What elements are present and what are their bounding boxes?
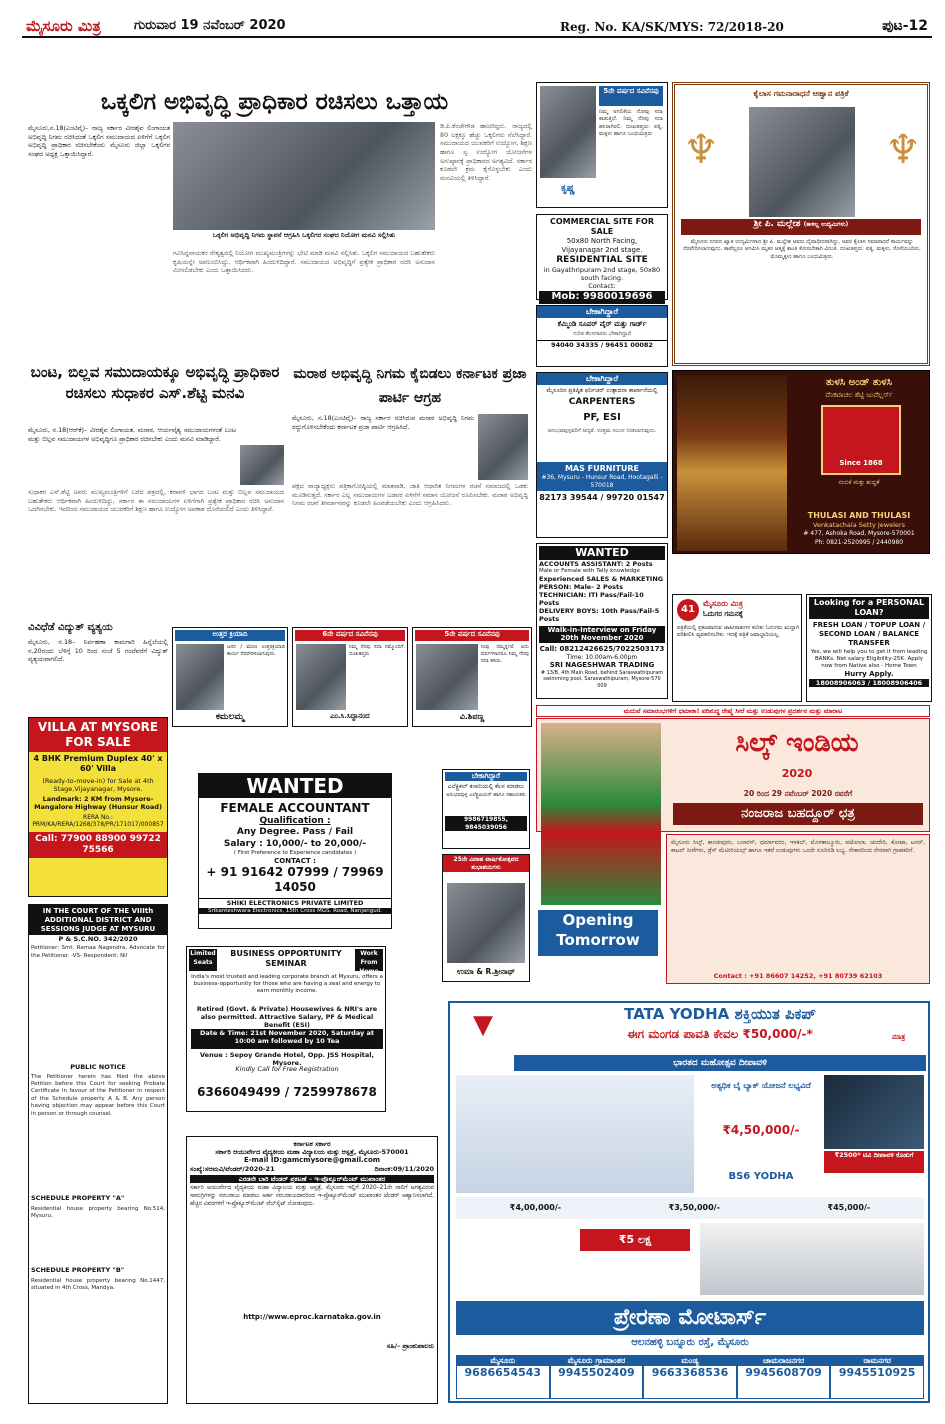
jewellery-photo [677,375,787,551]
silk-top-banner: ಮದುವೆ ಸಮಾರಂಭಗಳಿಗೆ ಧಮಾಕಾ! ಪರಿಶುದ್ಧ ರೇಷ್ಮೆ ಸೀರೆ ಮತ್ತು ಉಡುಪುಗಳ ಪ್ರದರ್ಶನ ಮತ್ತು ಮಾರಾಟ [536,705,930,717]
registration-number: Reg. No. KA/SK/MYS: 72/2018-20 [560,20,784,34]
accountant-degree: Any Degree. Pass / Fail [236,827,354,838]
story3-body: ಮೈಸೂರು, ನ.18(ಎಂಟಿವೈ)– ರಾಜ್ಯ ಸರ್ಕಾರ ರಚಿಸಿರುವ ಮರಾಠ ಅಭಿವೃದ್ಧಿ ನಿಗಮ ರದ್ದುಗೊಳಿಸಬೇಕೆಂದು ಕರ್ನಾಟಕ ಪ್ರಜಾ ಪಾರ್ಟಿ ಆಗ್ರಹಿಸಿದೆ. [292,414,474,431]
court-schedule-b-text: Residential house property bearing No.1447, situated in 4th Cross, Mandya. [31,1277,165,1292]
site-ad-line3: in Gayathripuram 2nd stage, 50x80 south facing. [543,265,661,282]
story4-headline: ವಿವಿಧೆಡೆ ವಿದ್ಯುತ್ ವ್ಯತ್ಯಯ [28,622,113,633]
branch-phone: 9945510925 [838,1366,916,1379]
couple-photo [447,883,525,963]
jewellers-logo [821,405,901,475]
wanted-ad-title: ಬೇಕಾಗಿದ್ದಾರೆ [537,306,667,318]
portrait-photo [540,86,596,178]
dealer-name: ಪ್ರೇರಣಾ ಮೋಟಾರ್ಸ್ [456,1301,924,1335]
tender-date: ದಿನಾಂಕ:09/11/2020 [374,1165,434,1173]
wanted-staff-l1: ACCOUNTS ASSISTANT: 2 Posts [539,559,653,568]
tata-lakh: ₹5 ಲಕ್ಷ [580,1229,690,1251]
carpenters-line: ಮೈಸೂರಿನ ಪ್ರತಿಷ್ಠಿತ ಫರ್ನಿಚರ್ ಉತ್ಪಾದನಾ ಕಾರ್ಖಾನೆಯಲ್ಲಿ [546,387,658,394]
story2-body-cont: ಸುಧಾಕರ ಎಸ್.ಶೆಟ್ಟಿ ಅವರು ಮುಖ್ಯಮಂತ್ರಿಗಳಿಗೆ ಬರೆದ ಪತ್ರದಲ್ಲಿ, ಕರಾವಳಿ ಭಾಗದ ಬಂಟ ಮತ್ತು ಬಿಲ್ಲವ ಸಮುದಾಯದ ಬಹುತೇಕರು ಆರ್ಥಿಕವಾಗಿ ಹಿಂದುಳಿದಿದ್ದು, ಸರ್ಕಾರ ಈ ಸಮುದಾಯಗಳ ಏಳಿಗೆಗಾಗಿ ಪ್ರತ್ಯೇಕ ಪ್ರಾಧಿಕಾರ ರಚಿಸಿ ಅನುದಾನ ಒದಗಿಸಬೇಕು. ಇದರಿಂದ ಸಮುದಾಯದ ಯುವಕರಿಗೆ ಶಿಕ್ಷಣ ಹಾಗೂ ಉದ್ಯೋಗ ಅವಕಾಶ ದೊರೆಯಲಿದೆ ಎಂದು ತಿಳಿಸಿದ್ದಾರೆ. [28,488,284,514]
carpenters-title: ಬೇಕಾಗಿದ್ದಾರೆ [537,373,667,385]
obituary-text: ನಿಮ್ಮ ಅಗಲಿಕೆಯ ನೋವು ಸದಾ ಕಾಡುತ್ತಿದೆ. ನಿಮ್ಮ ನೆನಪು ಸದಾ ಹಸಿರಾಗಿರಲಿ. ದುಃಖತಪ್ತರು: ಪತ್ನಿ, ಮಕ್ಕಳು ಹಾಗೂ ಬಂಧುಮಿತ್ರರು [599,109,663,138]
site-ad-contact: Contact: [588,282,616,290]
accountant-brand: SHIKI ELECTRONICS PRIVATE LIMITED [199,898,391,907]
carpenters-phones: 82173 39544 / 99720 01547 [539,493,665,503]
tata-festive: ಭಾರತದ ಮಹೋತ್ಸವ ದೀಪಾವಳಿ [514,1055,926,1071]
tata-yodha-ad [448,1001,930,1403]
jewellers-title: ತುಳಸಿ ಅಂಡ್ ತುಳಸಿ [825,377,893,388]
court-parties: Petitioner: Smt. Ramaa Nagendra, Advocate for the Petitioner. -VS- Respondent: Nil [31,945,165,959]
portrait-photo [416,644,478,710]
branch-chamarajanagar [737,1355,831,1399]
portrait-photo [296,644,346,710]
villa-rera: RERA No.: PRM/KA/RERA/1268/378/PR/171017/000857 [32,813,164,828]
accountant-phones: + 91 91642 07999 / 79969 14050 [206,865,384,895]
seminar-date: Date & Time: 21st November 2020, Saturday at 10:00 am followed by 10 Tea [191,1029,383,1049]
tata-brand: TATA YODHA ಶಕ್ತಿಯುತ ಪಿಕಪ್ [624,1005,816,1023]
branch-city: ರಾಮನಗರ [831,1356,923,1366]
obituary-title: 5ನೇ ವರ್ಷದ ಸವಿನೆನಪು [599,86,663,106]
silk-products-text: ಮೈಸೂರು ಸಿಲ್ಕ್, ಕಾಂಚೀಪುರಂ, ಬನಾರಸ್, ಧರ್ಮಾವರಂ, ಇಳಕಲ್, ಮೊಳಕಾಲ್ಮೂರು, ಪಟೋಲಾ, ಚಂದೇರಿ, ಕೋಟಾ, ಟಸರ್, ಕಾಟನ್ ಸೀರೆಗಳು, ಡ್ರೆಸ್ ಮೆಟೀರಿಯಲ್ಸ್ ಹಾಗೂ ಇತರೆ ಉಡುಪುಗಳು ಒಂದೇ ಸೂರಿನಡಿ ಲಭ್ಯ. ನೇಕಾರರಿಂದ ನೇರವಾಗಿ ಗ್ರಾಹಕರಿಗೆ. [671,839,925,855]
seminar-retired: Retired (Govt. & Private) Housewives & NRI's are also permitted. Attractive Salary, PF & Medical Benefit (ESI) [196,1005,378,1030]
story4-body: ಮೈಸೂರು, ನ.18– ನಿರ್ವಹಣಾ ಕಾಮಗಾರಿ ಹಿನ್ನೆಲೆಯಲ್ಲಿ ನ.20ರಂದು ಬೆಳಿಗ್ಗೆ 10 ರಿಂದ ಸಂಜೆ 5 ಗಂಟೆವರೆಗೆ ವಿದ್ಯುತ್ ವ್ಯತ್ಯಯವಾಗಲಿದೆ. [28,638,168,664]
carpenters-company: MAS FURNITURE [564,464,640,474]
court-title: IN THE COURT OF THE VIIIth ADDITIONAL DISTRICT AND SESSIONS JUDGE AT MYSURU [29,905,167,935]
notice-body: ಪತ್ರಿಕೆಯಲ್ಲಿ ಪ್ರಕಟವಾಗುವ ಜಾಹೀರಾತುಗಳ ಕುರಿತು ಓದುಗರು ಖುದ್ದಾಗಿ ಪರಿಶೀಲಿಸಿ ವ್ಯವಹರಿಸಬೇಕು. ಇದಕ್ಕೆ ಪತ್ರಿಕೆ ಜವಾಬ್ದಾರಿಯಲ್ಲ. [677,625,799,639]
notice-subtitle: ಓದುಗರ ಗಮನಕ್ಕೆ [703,610,743,618]
notice-badge: 41 [677,599,699,621]
tata-bank: ಅತ್ಯಧಿಕ ಬೈ ಬ್ಯಾಕ್ ಯೋಜನೆ ಲಭ್ಯವಿದೆ [711,1081,811,1090]
branch-mysuru [456,1355,550,1399]
wanted-staff-company: SRI NAGESHWAR TRADING [549,661,655,670]
tata-price: ₹4,50,000/- [722,1123,800,1137]
accountant-role: FEMALE ACCOUNTANT [220,801,370,815]
branch-phone: 9945608709 [745,1366,822,1379]
silk-dates: 20 ರಿಂದ 29 ನವೆಂಬರ್ 2020 ರವರೆಗೆ [743,789,853,798]
tender-signature: ಸಹಿ/– ಪ್ರಾಂಶುಪಾಲರು [386,1342,434,1350]
site-ad-line1: 50x80 North Facing, [566,237,638,245]
tender-notice [186,1136,438,1404]
tender-email: E-mail ID:gamcmysore@gmail.com [243,1156,381,1165]
branch-city: ಮೈಸೂರು ಗ್ರಾಮಾಂತರ [551,1356,643,1366]
silk-year: 2020 [781,767,813,780]
wanted-ad-kemmindi [536,305,668,367]
wanted-staff-ad [536,543,668,699]
branch-ramanagara [830,1355,924,1399]
silk-brand: ಸಿಲ್ಕ್ ಇಂಡಿಯ [735,728,859,758]
story3-body-cont: ಪಕ್ಷದ ರಾಜ್ಯಾಧ್ಯಕ್ಷರು ಪತ್ರಿಕಾಗೋಷ್ಠಿಯಲ್ಲಿ ಮಾತನಾಡಿ, ಜಾತಿ ಆಧಾರಿತ ನಿಗಮಗಳ ರಚನೆ ಸಮಾಜದಲ್ಲಿ ಒಡಕು ಮೂಡಿಸುತ್ತದೆ. ಸರ್ಕಾರ ಎಲ್ಲ ಸಮುದಾಯಗಳ ಬಡವರ ಏಳಿಗೆಗೆ ಸಮಾನ ಯೋಜನೆ ರೂಪಿಸಬೇಕು. ಮರಾಠ ಅಭಿವೃದ್ಧಿ ನಿಗಮ ರಚನೆ ತೀರ್ಮಾನವನ್ನು ಕೂಡಲೇ ಹಿಂಪಡೆಯಬೇಕು ಎಂದು ಆಗ್ರಹಿಸಿದರು. [292,482,528,508]
site-ad-title: COMMERCIAL SITE FOR SALE [549,217,654,236]
obituary-name: ಕಮಲಮ್ಮ [215,712,245,722]
obituary-title: 6ನೇ ವರ್ಷದ ಸವಿನೆನಪು [295,630,405,641]
notice-title: ಮೈಸೂರು ಮಿತ್ರ [703,599,743,608]
court-body: The Petitioner herein has filed the above Petition before this Court for seeking Probate Certificate in favour of the Petitioner in respect of the Schedule property A & B. Any person having objection may appear before this Court in person or through counsel. [31,1073,165,1117]
tender-number: ಸಂಖ್ಯೆ:ಸಆಮವಿ/ಟೆಂಡರ್/2020-21 [190,1165,275,1173]
accountant-qualification: Qualification : [259,816,331,826]
site-ad-line2: Vijayanagar 2nd stage. [561,245,643,254]
branch-city: ಚಾಮರಾಜನಗರ [738,1356,830,1366]
jewellers-ad [672,370,930,554]
villa-sale-ad [28,717,168,897]
seminar-phones: 6366049499 / 7259978678 [197,1085,377,1099]
wanted-staff-time: Time: 10.00am-6.00pm [566,653,638,661]
anniversary-names: ಉಮಾ & R.ಶ್ರೀನಾಥ್ [457,967,515,976]
loan-desc: Yes, we will help you to get it from leading BANKs. Net salary Eligibility-25K. Apply now from Native also - Home Town [810,649,928,669]
obituary-title: 5ನೇ ವರ್ಷದ ಸವಿನೆನಪು [415,630,529,641]
electrician-phones: 9986719855, 9845039056 [445,816,527,831]
obituary-kamalamma [172,627,288,727]
seminar-wfh: Work From Home [355,949,383,971]
electrician-line: ಎಲೆಕ್ಟ್ರಿಕಲ್ ಕಂಪನಿಯಲ್ಲಿ ಕೆಲಸ ಮಾಡಲು [447,782,525,790]
villa-title: VILLA AT MYSORE FOR SALE [29,718,167,752]
wanted-ad-line: ಕೆಮ್ಮಿಂಡಿ ಸೂಪರ್ ವೈರ್ ಮತ್ತು ಗಾರ್ಡ್ [557,320,647,328]
page-header [22,16,932,38]
masthead: ಮೈಸೂರು ಮಿತ್ರ [26,17,101,35]
branch-phone: 9663368536 [651,1366,729,1379]
pickup-photo [700,1223,924,1295]
seminar-registration: Kindly Call for Free Registration [235,1065,339,1073]
wanted-ad-detail: ನುರಿತ ಕೆಲಸಗಾರರು ಬೇಕಾಗಿದ್ದಾರೆ [573,330,631,337]
jewellers-tagline: ನಂಬಿಕೆ ಮತ್ತು ಶುದ್ಧತೆ [838,479,880,486]
branch-mysuru-rural [550,1355,644,1399]
lead-body-col1: ಮೈಸೂರು,ನ.18(ಎಂಟಿವೈ)– ರಾಜ್ಯ ಸರ್ಕಾರ ವೀರಶೈವ ಲಿಂಗಾಯತ ಅಭಿವೃದ್ಧಿ ನಿಗಮ ರಚಿಸಿದಂತೆ ಒಕ್ಕಲಿಗ ಸಮುದಾಯದ ಏಳಿಗೆಗೆ ಒಕ್ಕಲಿಗ ಅಭಿವೃದ್ಧಿ ಪ್ರಾಧಿಕಾರ ರಚಿಸಬೇಕೆಂದು ಮೈಸೂರು ಜಿಲ್ಲಾ ಒಕ್ಕಲಿಗರ ಸಂಘದ ಅಧ್ಯಕ್ಷ ಒತ್ತಾಯಿಸಿದ್ದಾರೆ. [28,124,170,158]
obituary-name: ಕೃಷ್ಣ [561,183,575,194]
story3-headline: ಮರಾಠ ಅಭಿವೃದ್ಧಿ ನಿಗಮ ಕೈಬಿಡಲು ಕರ್ನಾಟಕ ಪ್ರಜಾ ಪಾರ್ಟಿ ಆಗ್ರಹ [293,366,527,406]
branch-city: ಮಂಡ್ಯ [644,1356,736,1366]
jewellers-name: THULASI AND THULASI [807,511,911,520]
carpenters-address: #36, Mysuru - Hunsur Road, Hootagalli - 570018 [541,474,663,489]
obituary-siddhananda [292,627,408,727]
prerana-logo-icon: ▼ [473,1010,493,1040]
business-seminar-ad [186,946,386,1112]
tata-bse: BS6 YODHA [728,1171,794,1182]
obituary-text: ನಿಮ್ಮ ನೆನಪು ಸದಾ ನಮ್ಮೊಂದಿಗೆ. ದುಃಖತಪ್ತರು [349,644,405,657]
personal-loan-ad [806,594,932,702]
tata-offer: ಈಗ ಮಂಗಡ ಪಾವತಿ ಕೇವಲ ₹50,000/-* [627,1027,813,1041]
electrician-title: ಬೇಕಾಗಿದ್ದಾರೆ [445,772,527,781]
lead-headline: ಒಕ್ಕಲಿಗ ಅಭಿವೃದ್ಧಿ ಪ್ರಾಧಿಕಾರ ರಚಿಸಲು ಒತ್ತಾಯ [100,89,449,115]
wanted-staff-l4: DELIVERY BOYS: 10th Pass/Fail-5 Posts [539,607,660,624]
obituary-name: ಎಂ.ಸಿ.ಸಿದ್ಧಾನಂದ [330,712,370,720]
obituary-text: ಜನನ / ಮರಣ ಉತ್ತರಕ್ರಿಯಾದಿ ಕಾರ್ಯ ನೆರವೇರಿಸಲಾಗುವುದು. [227,644,285,657]
court-case: P & S.C.NO. 342/2020 [58,935,138,944]
wanted-staff-call: Call: 08212426625/7022503173 [539,645,665,653]
seminar-line1: India's most trusted and leading corporate branch at Mysuru, offers a business-opportunity for those who are having a zeal and energy to earn monthly income. [191,974,383,994]
court-schedule-b: SCHEDULE PROPERTY "B" [31,1265,125,1274]
tender-type: ಎರಡನೇ ಬಾರಿ ಟೆಂಡರ್ ಪ್ರಕಟಣೆ – ಇ-ಪ್ರೊಕ್ಯೂರ್‌ಮೆಂಟ್ ಮುಖಾಂತರ [190,1175,434,1183]
accountant-title: WANTED [199,774,391,798]
site-ad-mobile: Mob: 9980019696 [539,291,665,304]
carpenters-role: CARPENTERS [568,396,636,407]
jewellers-name2: Venkatachala Setty Jewelers [813,521,905,529]
loan-phones: 18008906063 / 18008906406 [809,679,929,687]
notice-box [672,594,802,702]
silk-opening: Opening Tomorrow [538,910,658,956]
invitation-text: ಮೈಸೂರು ನಗರದ ಖ್ಯಾತ ಉದ್ಯಮಿಗಳಾದ ಶ್ರೀ ಪಿ. ಮಲ್ಲೇಶ ಅವರು ದೈವಾಧೀನರಾಗಿದ್ದು, ಅವರ ಕೈಲಾಸ ಸಮಾರಾಧನೆ ಕಾರ್ಯವನ್ನು ನೆರವೇರಿಸಲಾಗುವುದು. ತಾವೆಲ್ಲರೂ ಆಗಮಿಸಿ ಮೃತರ ಆತ್ಮಕ್ಕೆ ಶಾಂತಿ ಕೋರಬೇಕಾಗಿ ವಿನಂತಿ. ದುಃಖತಪ್ತರು: ಪತ್ನಿ, ಮಕ್ಕಳು, ಸೊಸೆಯಂದಿರು, ಮೊಮ್ಮಕ್ಕಳು ಹಾಗೂ ಬಂಧುಮಿತ್ರರು. [683,239,921,260]
tender-office: ಸರ್ಕಾರಿ ಆಯುರ್ವೇದ ವೈದ್ಯಕೀಯ ಮಹಾ ವಿದ್ಯಾಲಯ ಮತ್ತು ಆಸ್ಪತ್ರೆ, ಮೈಸೂರು-570001 [215,1148,409,1157]
invitation-title: ಕೈಲಾಸ ಗಮನಾರಾಧನೆ ಆಹ್ವಾನ ಪತ್ರಿಕೆ [753,89,849,98]
page-number: ಪುಟ-12 [882,18,928,34]
truck-photo [456,1075,694,1193]
villa-desc2: (Ready-to-move-in) for Sale at 4th Stage,Vijayanagar, Mysore. [42,777,154,794]
accountant-company: Srikanteshwara Electronics, 15th Cross MGS. Road, Nanjangud. [199,908,391,915]
model-photo [541,723,661,905]
jewellers-phone: Ph: 0821-2520995 / 2440980 [814,539,904,546]
accountant-pref: ( First Preference to Experience candidates ) [233,849,357,856]
tender-title: ಕರ್ನಾಟಕ ಸರ್ಕಾರ [293,1140,331,1148]
branch-city: ಮೈಸೂರು [457,1356,549,1366]
silk-products-list [666,834,930,984]
lamp-icon: ♆ [683,127,719,173]
obituary-title: ಉತ್ತರ ಕ್ರಿಯಾದಿ [175,630,285,641]
electrician-detail: ಅನುಭವವುಳ್ಳ ಎಲೆಕ್ಟ್ರಿಷಿಯನ್ ಹಾಗೂ ಸಹಾಯಕರು [446,792,526,799]
jewellers-since: Since 1868 [839,459,883,467]
loan-title: Looking for a PERSONAL LOAN? [809,597,929,619]
invitation-name: ಶ್ರೀ ಪಿ. ಮಲ್ಲೇಶ [753,219,801,229]
wanted-staff-l3: TECHNICIAN: ITI Pass/Fail-10 Posts [539,591,644,608]
wanted-staff-walkin: Walk-in-Interview on Friday 20th November 2020 [539,626,665,644]
tender-website: http://www.eproc.karnataka.gov.in [243,1313,381,1322]
portrait-photo [478,414,528,480]
wanted-ad-phones: 94040 34335 / 96451 00082 [537,340,667,349]
seminar-title: BUSINESS OPPORTUNITY SEMINAR [230,949,342,968]
court-public-notice: PUBLIC NOTICE [70,1063,126,1072]
tata-amount-2: ₹3,50,000/- [668,1203,720,1212]
lead-body-col3: ಡಿ.ಪಿ.ಕೆಂಚೇಗೌಡ ಹಾಜರಿದ್ದರು. ರಾಜ್ಯದಲ್ಲಿ 80 ಲಕ್ಷಕ್ಕೂ ಹೆಚ್ಚು ಒಕ್ಕಲಿಗರು ನೆಲೆಸಿದ್ದಾರೆ. ಸಮುದಾಯದ ಯುವಕರಿಗೆ ಉದ್ಯೋಗ, ಶಿಕ್ಷಣ ಹಾಗೂ ಸ್ವ ಉದ್ಯೋಗ ಯೋಜನೆಗಳ ಅನುಷ್ಠಾನಕ್ಕೆ ಪ್ರಾಧಿಕಾರದ ಅಗತ್ಯವಿದೆ. ಸರ್ಕಾರ ಕೂಡಲೇ ಕ್ರಮ ಕೈಗೊಳ್ಳಬೇಕು ಎಂದು ಮನವಿಯಲ್ಲಿ ತಿಳಿಸಿದ್ದಾರೆ. [440,122,532,182]
invitation-subtitle: (ಕಾಳಿಲ್ಲ ಉದ್ಯಮಿಗಳು) [803,221,849,228]
branch-list [456,1355,924,1399]
loan-hurry: Hurry Apply. [844,669,894,678]
court-schedule-a: SCHEDULE PROPERTY "A" [31,1193,125,1202]
anniversary-ad [442,854,530,982]
accountant-salary: Salary : 10,000/- to 20,000/- [223,838,367,849]
tender-body: ಸರ್ಕಾರಿ ಆಯುರ್ವೇದ ವೈದ್ಯಕೀಯ ಮಹಾ ವಿದ್ಯಾಲಯ ಮತ್ತು ಆಸ್ಪತ್ರೆ, ಮೈಸೂರು ಇಲ್ಲಿಗೆ 2020–21ನೇ ಸಾಲಿಗೆ ಅಗತ್ಯವಿರುವ ಸಾಮಗ್ರಿಗಳನ್ನು ಸರಬರಾಜು ಮಾಡಲು ಅರ್ಹ ಸರಬರಾಜುದಾರರಿಂದ ಇ-ಪ್ರೊಕ್ಯೂರ್‌ಮೆಂಟ್ ಮುಖಾಂತರ ಟೆಂಡರ್ ಆಹ್ವಾನಿಸಲಾಗಿದೆ. ಹೆಚ್ಚಿನ ವಿವರಗಳಿಗೆ ಇ-ಪ್ರೊಕ್ಯೂರ್‌ಮೆಂಟ್ ವೆಬ್‌ಸೈಟ್ ನೋಡುವುದು. [190,1185,434,1207]
accountant-contact: CONTACT : [274,856,316,865]
wanted-accountant-ad [198,773,392,929]
carpenters-pf: PF, ESI [583,411,621,423]
lead-photo [173,122,435,230]
court-notice [28,904,168,1404]
tata-offer-suffix: ಮಾತ್ರ [892,1033,906,1041]
branch-phone: 9686654543 [464,1366,542,1379]
obituary-text: ನೀವು ನಮ್ಮನ್ನಗಲಿ ಐದು ವರ್ಷಗಳಾದರೂ ನಿಮ್ಮ ನೆನಪು ಸದಾ ಹಸಿರು. [481,644,529,664]
jewellers-address: # 477, Ashoka Road, Mysore-570001 [803,530,915,537]
wanted-staff-l2: Experienced SALES & MARKETING PERSON: Male- 2 Posts [539,574,664,591]
portrait-photo [240,445,284,485]
branch-phone: 9945502409 [558,1366,635,1379]
tv-photo [824,1075,924,1149]
carpenters-detail: ಅನುಭವವುಳ್ಳವರಿಗೆ ಆದ್ಯತೆ. ಉತ್ತಮ ಸಂಬಳ ನೀಡಲಾಗುವುದು. [547,428,657,435]
branch-mandya [643,1355,737,1399]
story2-body: ಮೈಸೂರು, ನ.18(ಆರ್‌ಕೆ)– ವೀರಶೈವ ಲಿಂಗಾಯತ, ಮರಾಠ, ಆರ್ಯವೈಶ್ಯ ಸಮುದಾಯಗಳಂತೆ ಬಂಟ ಮತ್ತು ಬಿಲ್ಲವ ಸಮುದಾಯಗಳ ಅಭಿವೃದ್ಧಿಗೂ ಪ್ರಾಧಿಕಾರ ರಚಿಸಬೇಕು ಎಂದು ಮನವಿ ಮಾಡಿದ್ದಾರೆ. [28,426,236,443]
villa-landmark: Landmark: 2 KM from Mysore-Mangalore Highway (Hunsur Road) [34,795,162,812]
obituary-shivanna [412,627,532,727]
issue-date: ಗುರುವಾರ 19 ನವೆಂಬರ್ 2020 [134,18,286,33]
tata-amount-3: ₹45,000/- [827,1203,871,1212]
obituary-name: ವಿ.ಶಿವಣ್ಣ [459,712,485,721]
seminar-venue: Venue : Sepoy Grande Hotel, Opp. JSS Hospital, Mysore. [199,1051,374,1068]
invitation-mallesha [672,82,930,366]
site-sale-ad [536,214,668,303]
dealer-address: ಆಲನಹಳ್ಳಿ ಬನ್ನೂರು ರಸ್ತೆ, ಮೈಸೂರು [631,1337,749,1348]
silk-venue: ನಂಜರಾಜ ಬಹದ್ದೂರ್ ಛತ್ರ [673,803,923,825]
silk-contact: Contact : +91 86607 14252, +91 80739 62103 [713,971,883,980]
anniversary-title: 25ನೇ ವಿವಾಹ ವಾರ್ಷಿಕೋತ್ಸವದ ಶುಭಾಶಯಗಳು [443,855,529,872]
lamp-icon: ♆ [885,127,921,173]
court-schedule-a-text: Residential house property bearing No.514, Mysuru. [31,1205,165,1220]
obituary-krishna [536,82,668,208]
silk-india-ad [536,718,930,832]
tata-gift: ₹2500* ಟಿವಿ ದೀಪಾವಳಿ ಕೊಡುಗೆ [824,1151,924,1173]
villa-desc: 4 BHK Premium Duplex 40' x 60' Villa [33,754,163,773]
villa-call: Call: 77900 88900 99722 75566 [29,832,167,859]
portrait-photo [176,644,224,710]
portrait-photo [749,107,855,217]
seminar-limited: Limited Seats [189,949,217,971]
wanted-electrician-ad [442,769,530,849]
jewellers-subtitle: ವೆಂಕಟಾಚಲ ಶೆಟ್ಟಿ ಜುವೆಲ್ಲರ್ಸ್ [825,391,893,399]
lead-body-col2: ಗವಿಸಿದ್ದನಾಯಕರ ನೇತೃತ್ವದಲ್ಲಿ ನಿಯೋಗ ಮುಖ್ಯಮಂತ್ರಿಗಳನ್ನು ಭೇಟಿ ಮಾಡಿ ಮನವಿ ಸಲ್ಲಿಸಿತು. ಒಕ್ಕಲಿಗ ಸಮುದಾಯದ ಬಹುತೇಕರು ಕೃಷಿಯನ್ನೇ ಅವಲಂಬಿಸಿದ್ದು, ಆರ್ಥಿಕವಾಗಿ ಹಿಂದುಳಿದಿದ್ದಾರೆ. ಸಮುದಾಯದ ಅಭಿವೃದ್ಧಿಗೆ ಪ್ರತ್ಯೇಕ ಪ್ರಾಧಿಕಾರ ರಚಿಸಿ ಅನುದಾನ ಮೀಸಲಿಡಬೇಕು ಎಂದು ಒತ್ತಾಯಿಸಿದರು. [173,249,435,275]
story2-headline: ಬಂಟ, ಬಿಲ್ಲವ ಸಮುದಾಯಕ್ಕೂ ಅಭಿವೃದ್ಧಿ ಪ್ರಾಧಿಕಾರ ರಚಿಸಲು ಸುಧಾಕರ ಎಸ್.ಶೆಟ್ಟಿ ಮನವಿ [30,363,280,402]
wanted-staff-title: WANTED [539,546,665,560]
wanted-ad-carpenters [536,372,668,538]
wanted-staff-l1b: Male or Female with Tally knowledge [539,567,640,574]
tata-amount-1: ₹4,00,000/- [509,1203,562,1212]
lead-photo-caption: ಒಕ್ಕಲಿಗ ಅಭಿವೃದ್ಧಿ ನಿಗಮ ಸ್ಥಾಪನೆ ಆಗ್ರಹಿಸಿ ಒಕ್ಕಲಿಗರ ಸಂಘದ ನಿಯೋಗ ಮನವಿ ಸಲ್ಲಿಸಿತು [212,231,396,239]
site-ad-title2: RESIDENTIAL SITE [556,254,648,265]
tata-amounts [456,1197,924,1219]
wanted-staff-address: # 13/B, 4th Main Road, behind Saraswathipuram swimming pool, Saraswathipuram, Mysore-570 009 [540,670,664,689]
loan-types: FRESH LOAN / TOPUP LOAN / SECOND LOAN / BALANCE TRANSFER [812,621,926,647]
